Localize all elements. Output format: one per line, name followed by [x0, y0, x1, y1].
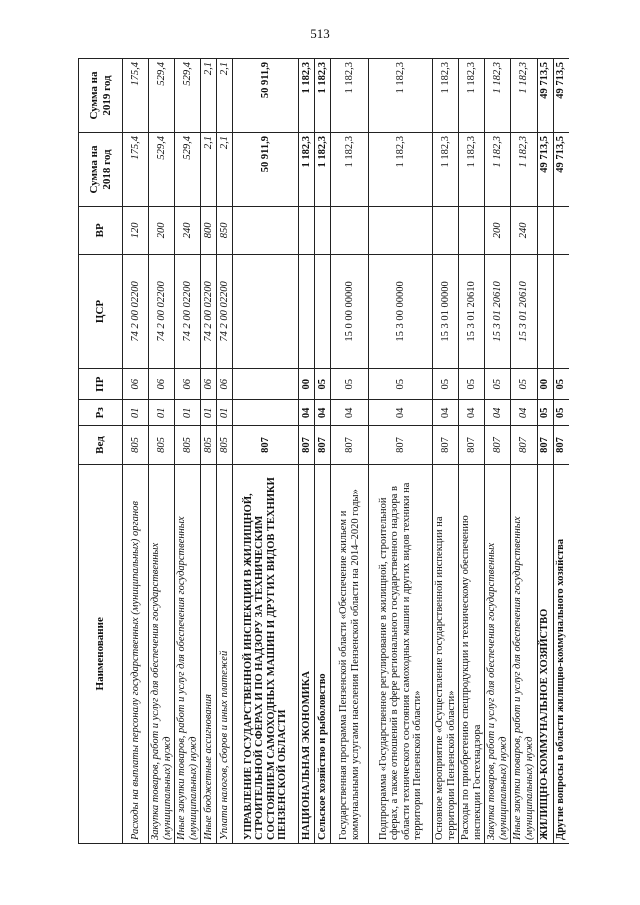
header-csr: ЦСР: [79, 254, 123, 369]
budget-table: [78, 58, 569, 844]
cell-sum-2018: 1 182,3: [331, 133, 369, 207]
cell-pr: 05: [553, 369, 569, 400]
cell-vr: [315, 206, 331, 254]
header-rz: Рз: [79, 400, 123, 426]
cell-ved: 807: [511, 426, 537, 464]
cell-csr: 74 2 00 02200: [217, 254, 233, 369]
rotated-table-frame: [78, 58, 569, 844]
table-row: [459, 59, 485, 844]
cell-ved: 805: [175, 426, 201, 464]
cell-sum-2019: 2,1: [217, 59, 233, 133]
cell-sum-2018: 1 182,3: [299, 133, 315, 207]
cell-pr: 06: [201, 369, 217, 400]
cell-ved: 807: [459, 426, 485, 464]
cell-rz: 05: [553, 400, 569, 426]
cell-ved: 805: [149, 426, 175, 464]
cell-csr: [315, 254, 331, 369]
cell-name: Иные закупки товаров, работ и услуг для обеспечения государственных (муниципальных) нужд: [175, 464, 201, 843]
table-row: [201, 59, 217, 844]
cell-sum-2019: 49 713,5: [553, 59, 569, 133]
cell-name: Сельское хозяйство и рыболовство: [315, 464, 331, 843]
cell-vr: [331, 206, 369, 254]
cell-sum-2018: 1 182,3: [433, 133, 459, 207]
header-pr: ПР: [79, 369, 123, 400]
header-sum-2018: Сумма на 2018 год: [79, 133, 123, 207]
cell-pr: 00: [537, 369, 553, 400]
header-name: Наименование: [79, 464, 123, 843]
cell-csr: [553, 254, 569, 369]
table-row: [299, 59, 315, 844]
cell-csr: 74 2 00 02200: [175, 254, 201, 369]
cell-pr: [233, 369, 299, 400]
cell-sum-2019: 1 182,3: [331, 59, 369, 133]
cell-sum-2019: 1 182,3: [433, 59, 459, 133]
cell-sum-2019: 1 182,3: [459, 59, 485, 133]
cell-ved: 807: [553, 426, 569, 464]
header-ved: Вед: [79, 426, 123, 464]
cell-pr: 05: [433, 369, 459, 400]
cell-sum-2019: 1 182,3: [315, 59, 331, 133]
cell-csr: [233, 254, 299, 369]
cell-name: Расходы на выплаты персоналу государственных (муниципальных) органов: [123, 464, 149, 843]
cell-name: Расходы по приобретению спецпродукции и техническому обеспечению инспекции Гостехнадзора: [459, 464, 485, 843]
cell-name: Иные закупки товаров, работ и услуг для обеспечения государственных (муниципальных) нужд: [511, 464, 537, 843]
cell-ved: 807: [299, 426, 315, 464]
cell-rz: 01: [201, 400, 217, 426]
table-row: [511, 59, 537, 844]
table-container: [78, 58, 569, 844]
cell-rz: 01: [123, 400, 149, 426]
cell-ved: 807: [315, 426, 331, 464]
cell-sum-2019: 1 182,3: [511, 59, 537, 133]
cell-vr: [459, 206, 485, 254]
cell-rz: 04: [315, 400, 331, 426]
cell-sum-2018: 529,4: [149, 133, 175, 207]
cell-name: Другие вопросы в области жилищно-коммунального хозяйства: [553, 464, 569, 843]
cell-csr: 74 2 00 02200: [123, 254, 149, 369]
cell-sum-2018: 1 182,3: [485, 133, 511, 207]
cell-vr: [233, 206, 299, 254]
cell-vr: 200: [485, 206, 511, 254]
cell-ved: 805: [201, 426, 217, 464]
cell-pr: 05: [331, 369, 369, 400]
cell-vr: [537, 206, 553, 254]
cell-vr: 120: [123, 206, 149, 254]
cell-ved: 807: [433, 426, 459, 464]
cell-csr: 15 3 01 20610: [485, 254, 511, 369]
cell-rz: 01: [217, 400, 233, 426]
cell-ved: 807: [369, 426, 433, 464]
cell-vr: [433, 206, 459, 254]
cell-rz: 01: [149, 400, 175, 426]
cell-sum-2018: 2,1: [217, 133, 233, 207]
cell-rz: 05: [537, 400, 553, 426]
cell-sum-2018: 50 911,9: [233, 133, 299, 207]
cell-ved: 807: [331, 426, 369, 464]
cell-name: Иные бюджетные ассигнования: [201, 464, 217, 843]
cell-csr: 15 3 01 00000: [433, 254, 459, 369]
cell-sum-2018: 1 182,3: [315, 133, 331, 207]
cell-sum-2019: 1 182,3: [485, 59, 511, 133]
table-body: [123, 59, 570, 844]
cell-ved: 807: [233, 426, 299, 464]
cell-rz: 04: [459, 400, 485, 426]
cell-name: Государственная программа Пензенской области «Обеспечение жильем и коммунальными услугами населения Пензенской области на 2014–2020 годы»: [331, 464, 369, 843]
cell-vr: [553, 206, 569, 254]
table-row: [233, 59, 299, 844]
table-row: [485, 59, 511, 844]
cell-pr: 05: [315, 369, 331, 400]
cell-vr: 200: [149, 206, 175, 254]
cell-vr: 800: [201, 206, 217, 254]
cell-sum-2018: 1 182,3: [459, 133, 485, 207]
cell-name: Закупка товаров, работ и услуг для обеспечения государственных (муниципальных) нужд: [149, 464, 175, 843]
cell-name: Подпрограмма «Государственное регулирование в жилищной, строительной сферах, а также отношений в сфере регионального государственного надзора в области технического состояния самоходных машин и других видов техники на территории Пензенской области»: [369, 464, 433, 843]
cell-rz: 01: [175, 400, 201, 426]
cell-sum-2019: 1 182,3: [369, 59, 433, 133]
cell-sum-2019: 175,4: [123, 59, 149, 133]
table-header-row: [79, 59, 123, 844]
cell-rz: 04: [331, 400, 369, 426]
table-row: [175, 59, 201, 844]
table-row: [123, 59, 149, 844]
table-row: [537, 59, 553, 844]
cell-name: УПРАВЛЕНИЕ ГОСУДАРСТВЕННОЙ ИНСПЕКЦИИ В ЖИЛИЩНОЙ, СТРОИТЕЛЬНОЙ СФЕРАХ И ПО НАДЗОРУ ЗА ТЕХНИЧЕСКИМ СОСТОЯНИЕМ САМОХОДНЫХ МАШИН И ДРУГИХ ВИДОВ ТЕХНИКИ ПЕНЗЕНСКОЙ ОБЛАСТИ: [233, 464, 299, 843]
page-number: 513: [310, 26, 330, 41]
cell-ved: 807: [537, 426, 553, 464]
cell-ved: 807: [485, 426, 511, 464]
table-row: [315, 59, 331, 844]
cell-ved: 805: [123, 426, 149, 464]
cell-csr: 74 2 00 02200: [149, 254, 175, 369]
cell-csr: 15 3 01 20610: [511, 254, 537, 369]
cell-sum-2019: 1 182,3: [299, 59, 315, 133]
cell-pr: 00: [299, 369, 315, 400]
cell-ved: 805: [217, 426, 233, 464]
cell-pr: 06: [123, 369, 149, 400]
cell-pr: 06: [175, 369, 201, 400]
cell-sum-2019: 529,4: [175, 59, 201, 133]
cell-csr: 15 0 00 00000: [331, 254, 369, 369]
cell-rz: 04: [511, 400, 537, 426]
cell-pr: 06: [217, 369, 233, 400]
cell-name: Уплата налогов, сборов и иных платежей: [217, 464, 233, 843]
cell-vr: [369, 206, 433, 254]
cell-sum-2018: 49 713,5: [537, 133, 553, 207]
table-row: [553, 59, 569, 844]
cell-name: ЖИЛИЩНО-КОММУНАЛЬНОЕ ХОЗЯЙСТВО: [537, 464, 553, 843]
cell-sum-2018: 49 713,5: [553, 133, 569, 207]
table-row: [369, 59, 433, 844]
cell-pr: 05: [485, 369, 511, 400]
cell-vr: 850: [217, 206, 233, 254]
cell-pr: 05: [511, 369, 537, 400]
cell-sum-2018: 529,4: [175, 133, 201, 207]
cell-rz: 04: [299, 400, 315, 426]
cell-pr: 05: [459, 369, 485, 400]
cell-sum-2019: 49 713,5: [537, 59, 553, 133]
cell-rz: 04: [485, 400, 511, 426]
cell-vr: 240: [511, 206, 537, 254]
header-vr: ВР: [79, 206, 123, 254]
cell-sum-2019: 2,1: [201, 59, 217, 133]
cell-csr: 15 3 01 20610: [459, 254, 485, 369]
table-row: [433, 59, 459, 844]
cell-sum-2018: 1 182,3: [511, 133, 537, 207]
table-row: [149, 59, 175, 844]
cell-sum-2019: 529,4: [149, 59, 175, 133]
header-sum-2019: Сумма на 2019 год: [79, 59, 123, 133]
cell-csr: 15 3 00 00000: [369, 254, 433, 369]
cell-rz: 04: [369, 400, 433, 426]
cell-name: Закупка товаров, работ и услуг для обеспечения государственных (муниципальных) нужд: [485, 464, 511, 843]
cell-name: НАЦИОНАЛЬНАЯ ЭКОНОМИКА: [299, 464, 315, 843]
cell-csr: 74 2 00 02200: [201, 254, 217, 369]
cell-rz: 04: [433, 400, 459, 426]
cell-sum-2019: 50 911,9: [233, 59, 299, 133]
cell-rz: [233, 400, 299, 426]
table-row: [217, 59, 233, 844]
cell-vr: [299, 206, 315, 254]
cell-sum-2018: 1 182,3: [369, 133, 433, 207]
cell-vr: 240: [175, 206, 201, 254]
cell-pr: 06: [149, 369, 175, 400]
cell-sum-2018: 175,4: [123, 133, 149, 207]
cell-sum-2018: 2,1: [201, 133, 217, 207]
cell-name: Основное мероприятие «Осуществление государственной инспекции на территории Пензенской области»: [433, 464, 459, 843]
cell-csr: [537, 254, 553, 369]
cell-pr: 05: [369, 369, 433, 400]
cell-csr: [299, 254, 315, 369]
table-row: [331, 59, 369, 844]
